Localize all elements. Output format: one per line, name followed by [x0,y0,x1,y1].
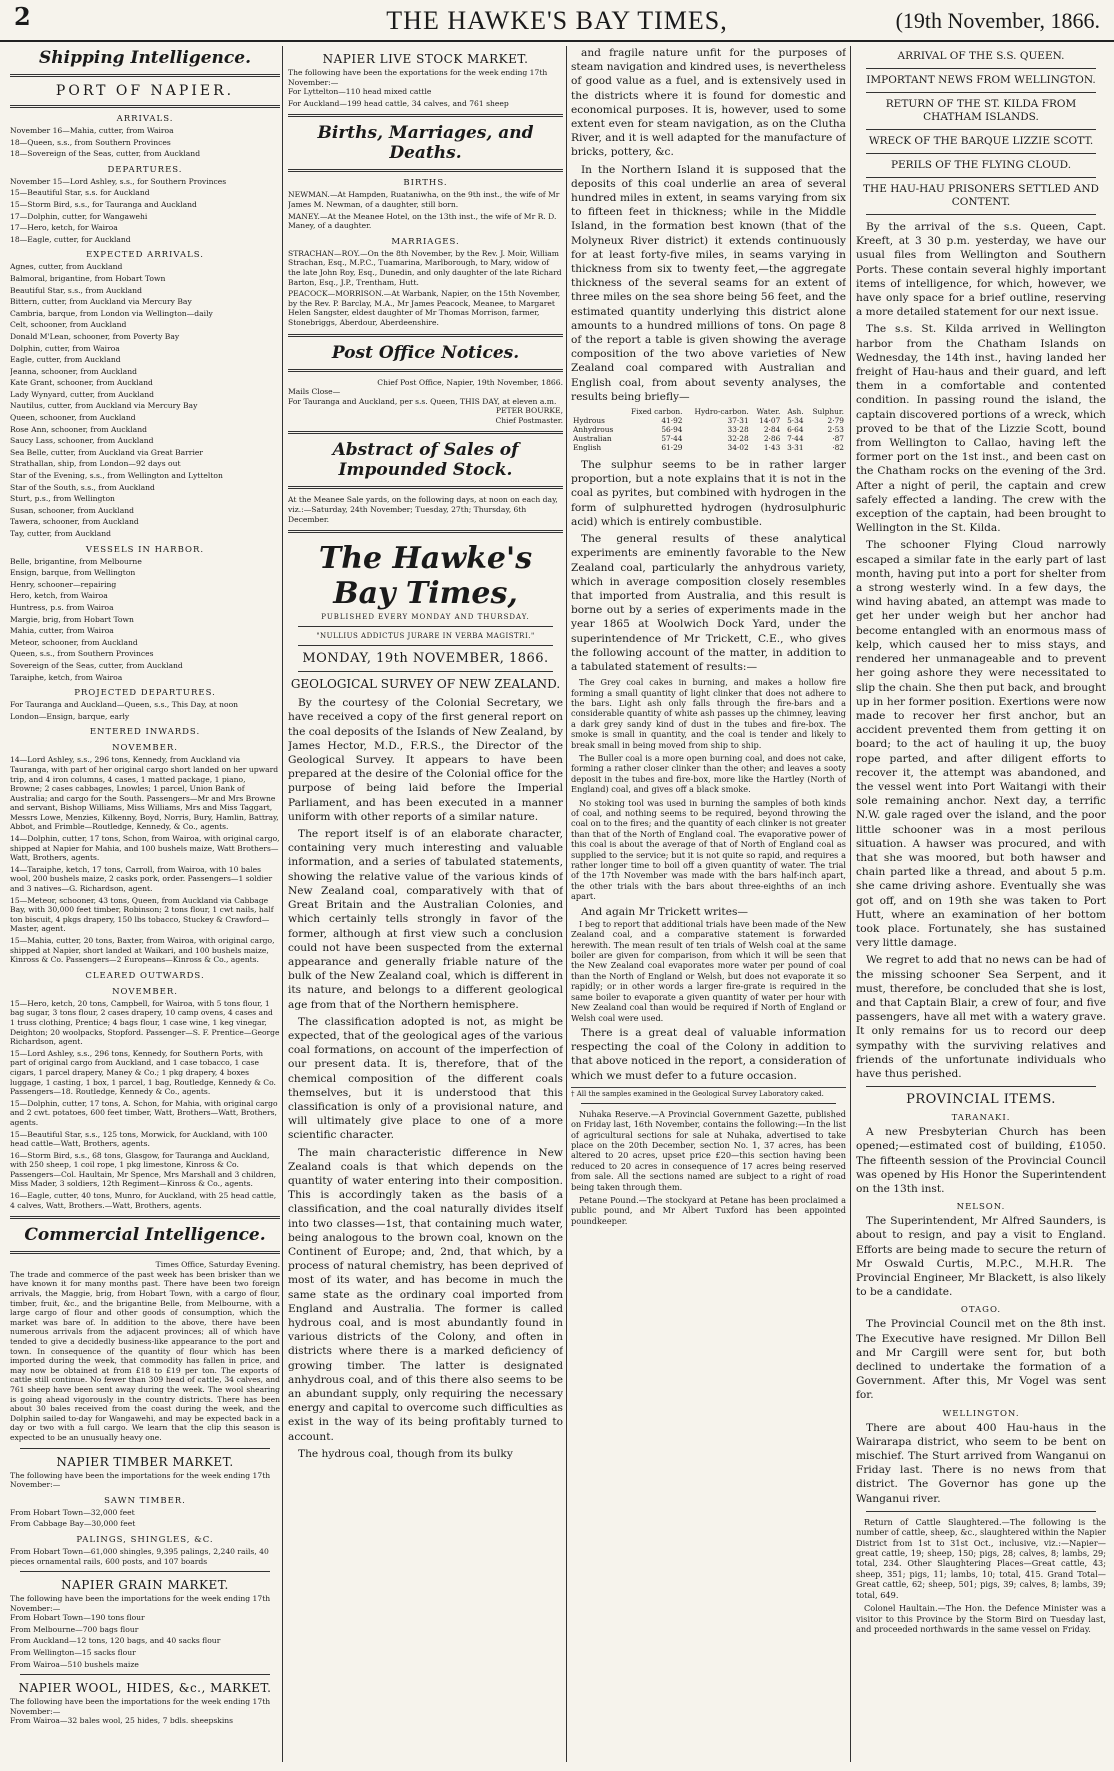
list-item: 17—Dolphin, cutter, for Wangawehi [10,211,148,221]
table-cell: 34·02 [727,443,749,453]
table-cell: 2·53 [827,425,844,435]
headline: THE HAU-HAU PRISONERS SETTLED AND CONTENT. [863,183,1099,208]
postmaster-title: Chief Postmaster. [495,415,563,425]
list-item: 15—Mahia, cutter, 20 tons, Baxter, from Wairoa, with original cargo, shipped at Napier, short landed at Waikari, and 100 bushels maize, Kinross & Co. Passengers—2 Europeans—Kinross & Co., agents. [10,936,275,965]
list-item: Sea Belle, cutter, from Auckland via Great Barrier [10,447,203,457]
paragraph: By the courtesy of the Colonial Secretary, we have received a copy of the first general report on the coal deposits of the Islands of New Zealand, by James Hector, M.D., F.R.S., the Director of the Geological Survey. It appears to have been prepared at the desire of the Colonial office for the purpose of being laid before the Imperial Parliament, and has been executed in a manner uniform with other reports of a similar nature. [288,697,563,823]
list-item: STRACHAN—ROY.—On the 8th November, by the Rev. J. Moir, William Strachan, Esq., M.P.C., Tuamarina, Marlborough, to Mary, widow of the late John Roy, Esq., Dunedin, and only daughter of the late Richard Barton, Esq., J.P., Trentham, Hutt. [288,248,562,287]
list-item: Saucy Lass, schooner, from Auckland [10,436,154,446]
list-item: Queen, schooner, from Auckland [10,413,136,423]
divider [298,626,553,627]
list-item: From Melbourne—700 bags flour [10,1624,139,1634]
list-item: Sturt, p.s., from Wellington [10,494,115,504]
headline: IMPORTANT NEWS FROM WELLINGTON. [866,74,1096,86]
list-item: For Tauranga and Auckland—Queen, s.s., This Day, at noon [10,700,239,710]
divider [866,1511,1096,1512]
headline: PERILS OF THE FLYING CLOUD. [890,159,1072,171]
wellington-heading: WELLINGTON. [942,1408,1020,1419]
list-item: Eagle, cutter, from Auckland [10,355,121,365]
wool-market-heading: NAPIER WOOL, HIDES, &c., MARKET. [18,1681,272,1696]
list-item: Tawera, schooner, from Auckland [10,517,139,527]
list-item: Huntress, p.s. from Wairoa [10,602,114,612]
column-header: Hydro-carbon. [694,407,749,417]
table-cell: 37·31 [727,416,749,426]
list-item: From Hobart Town—32,000 feet [10,1507,135,1517]
divider [20,1448,270,1449]
list-item: NEWMAN.—At Hampden, Ruataniwha, on the 9th inst., the wife of Mr James M. Newman, of a daughter, still born. [288,190,560,209]
list-item: Kate Grant, schooner, from Auckland [10,378,153,388]
divider [10,105,280,108]
table-cell: 5·34 [787,416,804,426]
divider [581,1103,836,1104]
projected-departures-list [10,700,280,721]
births-heading: BIRTHS. [403,178,448,189]
queen-arrival-article [856,220,1106,1081]
paragraph: The report itself is of an elaborate character, containing very much interesting and valuable information, and a series of tabulated statements, showing the relative value of the various kinds of New Zealand coal, comparatively with that of Great Britain and the Australian Colonies, and which certainly tells strongly in favor of the former, although at first view such a conclusion could not have been suspected from the external appearance and generally friable nature of the bulk of the New Zealand coal, which is different in its nature, and belongs to a different geological age from that of the Northern hemisphere. [288,828,563,1011]
list-item: Tay, cutter, from Auckland [10,529,112,538]
divider [866,177,1096,178]
cleared-outwards-month: NOVEMBER. [112,986,178,997]
table-cell: ·87 [832,434,844,444]
list-item: Sovereign of the Seas, cutter, from Auckland [10,660,183,670]
list-item: Star of the South, s.s., from Auckland [10,482,155,492]
paragraph: In the Northern Island it is supposed that the deposits of this coal underlie an area of several hundred miles in extent, in seams varying from six to fifteen feet in thickness; while in the Middle Island, in the formation best known (that of the Molyneux River district) it extends continuously for at least forty-five miles, in seams varying in thickness from six to twenty feet,—the aggregate thickness of the several seams for an extent of three miles on the sea shore being 56 feet, and the estimated quantity underlying this district alone amounts to a hundred millions of tons. On page 8 of the report a table is given showing the average composition of the two above varieties of New Zealand coal compared with Australian and English coal, from about seventy analyses, the results being briefly— [571,163,846,403]
divider [298,645,553,646]
port-heading: PORT OF NAPIER. [55,83,235,99]
wellington-text: There are about 400 Hau-haus in the Wairarapa district, who seem to be bent on mischief. The Sturt arrived from Wanganui on Friday last. There is no news from that district. The Governor has gone up the Wanganui river. [856,1421,1106,1505]
column-header: Fixed carbon. [631,407,683,417]
table-cell: 6·64 [787,425,804,435]
list-item: For Auckland—199 head cattle, 34 calves, and 761 sheep [288,98,509,108]
sawn-timber-heading: SAWN TIMBER. [104,1495,186,1506]
list-item: Star of the Evening, s.s., from Wellington and Lyttelton [10,471,223,481]
issue-dateline: MONDAY, 19th NOVEMBER, 1866. [302,651,549,667]
paragraph: I beg to report that additional trials have been made of the New Zealand coal, and a comparative statement is forwarded herewith. The mean result of ten trials of Welsh coal at the same boiler are given for comparison, from which it will be seen that the New Zealand coal evaporates more water per pound of coal than the North of England or Welsh, but does not evaporate it so rapidly; or in other words a larger fire-grate is required in the same boiler to evaporate a given quantity of water per hour with New Zealand coal than would be required if North of England or Welsh coal were used. [571,918,846,1023]
headline: ARRIVAL OF THE S.S. QUEEN. [897,50,1065,62]
divider [20,1674,270,1675]
arrivals-list [10,126,280,159]
paragraph: The main characteristic difference in New Zealand coals is that which depends on the quantity of water entering into their composition. This is accordingly taken as the basis of a classification, and the coal naturally divides itself into two classes—1st, that containing much water, being analogous to the brown coal, known on the Continent of Europe; and, 2nd, that which, by a process of natural chemistry, has been deprived of most of its water, and has become in much the same state as the ordinary coal imported from England and Australia. The former is called hydrous coal, and is most abundantly found in various districts of the Colony, and often in districts where there is a marked deficiency of growing timber. The latter is designated anhydrous coal, and of this there also seems to be an abundant supply, only requiring the necessary energy and capital to overcome such difficulties as exist in the way of its being profitably turned to account. [288,1146,563,1443]
list-item: From Wairoa—510 bushels maize [10,1659,139,1669]
list-item: From Hobart Town—190 tons flour [10,1613,145,1623]
paragraph: The general results of these analytical experiments are eminently favorable to the New Zealand coal, particularly the anhydrous variety, which in average composition closely resembles that imported from Australia, and this result is borne out by a series of experiments made in the year 1865 at Woolwich Dock Yard, under the superintendence of Mr Trickett, C.E., who gives the following account of the matter, in addition to a tabulated statement of results:— [571,533,846,673]
paragraph: By the arrival of the s.s. Queen, Capt. Kreeft, at 3 30 p.m. yesterday, we have our usual files from Wellington and Southern Ports. These contain several highly important items of intelligence, for which, however, we have only space for a brief outline, reserving a more detailed statement for our next issue. [856,221,1106,319]
list-item: Belle, brigantine, from Melbourne [10,556,142,566]
list-item: For Lyttelton—110 head mixed cattle [288,87,432,97]
entered-inwards-month: NOVEMBER. [112,743,178,754]
trickett-quotation [571,677,846,902]
column-header: Sulphur. [812,407,844,417]
cleared-outwards-heading: CLEARED OUTWARDS. [85,970,205,981]
divider [866,68,1096,69]
table-cell: 32·28 [727,434,749,444]
list-item: From Wellington—15 sacks flour [10,1648,136,1658]
list-item: 15—Beautiful Star, s.s. for Auckland [10,188,150,198]
list-item: Taraiphe, ketch, from Wairoa [10,672,123,682]
list-item: Meteor, schooner, from Auckland [10,637,138,647]
divider [866,1086,1096,1087]
queen-arrival-headlines [856,50,1106,215]
list-item: 15—Hero, ketch, 20 tons, Campbell, for Wairoa, with 5 tons flour, 1 bag sugar, 3 tons flour, 2 cases drapery, 10 camp ovens, 4 cases and 1 truss clothing, Prentice; 4 bags flour, 1 case wine, 1 keg vinegar, Deighton; 20 woolpacks, Stopford. Passenger—S. F. Prentice—George Richardson, agent. [10,998,280,1047]
cleared-outwards-list [10,999,280,1210]
list-item: Margie, brig, from Hobart Town [10,614,134,624]
vessels-in-harbor-list [10,557,280,683]
divider [298,671,553,672]
list-item: Queen, s.s., from Southern Provinces [10,649,154,659]
list-item: 17—Hero, ketch, for Wairoa [10,223,118,233]
publication-schedule: PUBLISHED EVERY MONDAY AND THURSDAY. [321,613,530,622]
paragraph: No stoking tool was used in burning the samples of both kinds of coal, and nothing seems to be required, beyond throwing the coal on to the fires; and the quantity of each clinker is not greater than that of the North of England coal. The evaporative power of this coal is about the average of that of North of England coal as supplied to the service; but it is not quite so rapid, and requires a rather longer time to boil off a given quantity of water. The trial of the 17th November was made with the bars half-inch apart, the other trials with the bars about three-eighths of an inch apart. [571,797,846,902]
divider [288,169,563,172]
timber-market-intro: The following have been the importations for the week ending 17th November:— [10,1470,271,1490]
list-item: 15—Dolphin, cutter, 17 tons, A. Schon, for Mahia, with original cargo and 2 cwt. potatoes, 600 feet timber, Watt, Brothers—Watt, Brothers, agents. [10,1098,278,1127]
paragraph: The schooner Flying Cloud narrowly escaped a similar fate in the early part of last month, having put into a port for shelter from a strong westerly wind. In a few days, the wind having abated, an attempt was made to get her under weigh but her anchor had become entangled with an enormous mass of kelp, which caused her to miss stays, and rendered her unmanageable and to prevent her going ashore they were necessitated to slip the chain. She then put back, and brought up in her former position. Exertions were now made to recover her first anchor, but an accident prevented them from getting it on board; to the act of hauling it up, the buoy rope parted, and after diligent efforts to recover it, the attempt was abandoned, and the vessel went into Port Waitangi with their sole remaining anchor. Next day, a terrific N.W. gale raged over the island, and the poor little schooner was in a most perilous situation. A hawser was procured, and with that she was moored, but both hawser and chain parted like a thread, and about 5 p.m. she came driving ashore. Eventually she was got off, and on 19th she was taken to Port Hutt, where an examination of her bottom took place. Fortunately, she has sustained very little damage. [856,539,1106,950]
table-row [571,425,846,434]
list-item: Strathallan, ship, from London—92 days out [10,459,181,469]
geological-survey-heading: GEOLOGICAL SURVEY OF NEW ZEALAND. [290,677,561,692]
list-item: 14—Dolphin, cutter, 17 tons, Schon, from Wairoa, with original cargo, shipped at Napier for Mahia, and 100 bushels maize, Watt Brothers—Watt, Brothers, agents. [10,834,280,863]
livestock-market-heading: NAPIER LIVE STOCK MARKET. [322,52,529,66]
list-item: 16—Storm Bird, s.s., 68 tons, Glasgow, for Tauranga and Auckland, with 250 sheep, 1 coil rope, 1 pkg limestone, Kinross & Co. Passengers—Col. Haultain, Mr Spence, Mrs Marshall and 3 children, Miss Mader, 3 soldiers, 12th Regiment—Kinross & Co., agents. [10,1150,277,1189]
list-item: Beautiful Star, s.s., from Auckland [10,285,142,295]
list-item: 18—Sovereign of the Seas, cutter, from Auckland [10,149,201,159]
divider [10,74,280,77]
grain-market-intro: The following have been the importations for the week ending 17th November:— [10,1594,271,1613]
divider [288,486,563,489]
mails-close-label: Mails Close— [288,387,341,397]
list-item: Celt, schooner, from Auckland [10,320,127,330]
newspaper-nameplate: The Hawke's Bay Times, [318,541,533,612]
column-rule [566,46,567,1762]
mails-close-text: For Tauranga and Auckland, per s.s. Queen, THIS DAY, at eleven a.m. [288,396,557,406]
impounded-stock-heading: Abstract of Sales of Impounded Stock. [332,440,519,481]
impounded-stock-text: At the Meanee Sale yards, on the following days, at noon on each day, viz.:—Saturday, 24th November; Tuesday, 27th; Thursday, 6th December. [288,495,558,524]
list-item: From Cabbage Bay—30,000 feet [10,1519,136,1529]
post-office-notices-heading: Post Office Notices. [331,342,520,363]
table-cell: ·82 [832,443,844,453]
expected-arrivals-list [10,262,280,538]
column-rule [282,46,283,1762]
wool-market-text: From Wairoa—32 bales wool, 25 hides, 7 bdls. sheepskins [10,1716,234,1726]
divider [20,1571,270,1572]
taranaki-text: A new Presbyterian Church has been opened;—estimated cost of building, £1050. The fifteenth session of the Provincial Council was opened by His Honor the Superintendent on the 13th inst. [856,1126,1106,1195]
list-item: Agnes, cutter, from Auckland [10,262,123,272]
entered-inwards-list [10,755,280,964]
footnote: † All the samples examined in the Geological Survey Laboratory caked. [571,1087,846,1098]
list-item: Bittern, cutter, from Auckland via Mercury Bay [10,297,192,307]
commercial-dateline: Times Office, Saturday Evening. [155,1260,280,1270]
divider [288,369,563,372]
divider [866,214,1096,215]
list-item: Hero, ketch, from Wairoa [10,591,108,601]
list-item: Rose Ann, schooner, from Auckland [10,424,147,434]
table-cell: 7·44 [787,434,804,444]
wool-market-intro: The following have been the importations for the week ending 17th November:— [10,1697,271,1716]
otago-text: The Provincial Council met on the 8th inst. The Executive have resigned. Mr Dillon Bell and Mr Cargill were sent for, but both declined to undertake the formation of a Government. After this, Mr Vogel was sent for. [856,1318,1106,1402]
list-item: 18—Queen, s.s., from Southern Provinces [10,137,171,147]
paragraph: The hydrous coal, though from its bulky [298,1447,513,1460]
list-item: 15—Beautiful Star, s.s., 125 tons, Morwick, for Auckland, with 100 head cattle—Watt, Brothers, agents. [10,1129,268,1149]
commercial-intelligence-heading: Commercial Intelligence. [24,1225,266,1246]
table-cell: 2·86 [763,434,781,444]
list-item: Balmoral, brigantine, from Hobart Town [10,273,166,283]
table-header-row [571,407,846,416]
list-item: MANEY.—At the Meanee Hotel, on the 13th inst., the wife of Mr R. D. Maney, of a daughter. [288,211,557,231]
table-cell: 2·79 [827,416,844,426]
table-cell: 3·31 [787,443,804,453]
nuhaka-reserve-notice: Nuhaka Reserve.—A Provincial Government Gazette, published on Friday last, 16th November, contains the following:—In the list of agricultural sections for sale at Nuhaka, advertised to take place on the 20th December, section No. 1, 37 acres, has been altered to 20 acres, upset price £20—this section having been reduced to 20 acres in consequence of 17 acres being reserved from sale. All the sections named are subject to a right of road being taken through them. [571,1108,846,1192]
divider [10,1251,280,1254]
marriages-heading: MARRIAGES. [391,236,460,247]
table-cell: English [573,443,602,453]
colonel-haultain-notice: Colonel Haultain.—The Hon. the Defence Minister was a visitor to this Province by the Storm Bird on Tuesday last, and proceeded northwards in the same vessel on Friday. [856,1603,1106,1634]
sawn-timber-list [10,1508,280,1529]
grain-market-list [10,1613,280,1669]
table-row [571,416,846,425]
paragraph: The classification adopted is not, as might be expected, that of the geological ages of the various coal formations, on account of the imperfection of our present data. It is, therefore, that of the chemical composition of the different coals themselves, but it is understood that this classification is only of a provisional nature, and will ultimately give place to one of a more scientific character. [288,1015,563,1142]
coal-article-conclusion [571,1026,846,1083]
palings-text: From Hobart Town—61,000 shingles, 9,395 palings, 2,240 rails, 40 pieces ornamental rails, 600 posts, and 107 boards [10,1546,269,1566]
list-item: 18—Eagle, cutter, for Auckland [10,234,131,244]
table-cell: Hydrous [573,416,605,426]
petane-pound-notice: Petane Pound.—The stockyard at Petane has been proclaimed a public pound, and Mr Albert Tuxford has been appointed poundkeeper. [571,1194,846,1226]
arrivals-heading: ARRIVALS. [116,114,174,124]
column-2 [288,46,563,1762]
table-cell: 41·92 [661,416,683,426]
table-cell: Anhydrous [573,425,614,435]
list-item: From Auckland—12 tons, 120 bags, and 40 sacks flour [10,1636,221,1646]
list-item: November 15—Lord Ashley, s.s., for Southern Provinces [10,176,227,186]
table-cell: 14·07 [759,416,781,426]
postmaster-name: PETER BOURKE, [495,406,563,416]
paragraph: The Grey coal cakes in burning, and makes a hollow fire forming a small quantity of light clinker that does not adhere to the bars. Light ash only falls through the fire-bars and a considerable quantity of white ash passes up the chimney, leaving a dark grey sandy kind of dust in the tubes and fire-box. The smoke is small in quantity, and the coal is tender and likely to break small in being moved from ship to ship. [571,677,846,750]
headline: WRECK OF THE BARQUE LIZZIE SCOTT. [868,135,1094,147]
trickett-quotation-2 [571,919,846,1023]
marriages-list [288,249,563,328]
cattle-slaughtered-notice: Return of Cattle Slaughtered.—The following is the number of cattle, sheep, &c., slaughtered within the Napier District from 1st to 31st Oct., inclusive, viz.:—Napier—great cattle, 19; sheep, 150; pigs, 28; calves, 8; lambs, 29; total, 234. Other Slaughtering Places—Great cattle, 43; sheep, 351; pigs, 11; lambs, 10; total, 415. Grand Total—Great cattle, 62; sheep, 501; pigs, 39; calves, 8; lambs, 39; total, 649. [856,1516,1106,1600]
births-list [288,190,563,230]
paragraph: The Buller coal is a more open burning coal, and does not cake, forming a rather closer clinker than the other; and leaves a sooty deposit in the tubes and fire-box, more like the Hartley (North of England) coal, and gives off a black smoke. [571,752,846,795]
divider [866,153,1096,154]
list-item: 15—Lord Ashley, s.s., 296 tons, Kennedy, for Southern Ports, with part of original cargo from Auckland, and 1 case tobacco, 1 case cigars, 1 parcel drapery, Maney & Co.; 1 pkg drapery, 4 boxes luggage, 1 casting, 1 box, 1 parcel, 1 bag, Routledge, Kennedy & Co. Passengers—18. Routledge, Kennedy & Co., agents. [10,1048,276,1097]
list-item: Cambria, barque, from London via Wellington—daily [10,308,213,318]
table-cell: 1·43 [763,443,781,453]
column-header: Ash. [787,407,804,417]
motto: "NULLIUS ADDICTUS JURARE IN VERBA MAGISTRI." [316,632,535,641]
table-row [571,443,846,452]
nelson-heading: NELSON. [956,1202,1006,1213]
table-cell: 33·28 [727,425,749,435]
grain-market-heading: NAPIER GRAIN MARKET. [61,1578,229,1593]
timber-market-heading: NAPIER TIMBER MARKET. [56,1454,234,1469]
paragraph: and fragile nature unfit for the purposes of steam navigation and kindred uses, is nevertheless of good value as a fuel, and is extensively used in the districts where it is found for domestic and economical purposes. It is, however, used to some extent even for steam navigation, as on the Clutha River, and it is well adapted for the manufacture of bricks, pottery, &c. [571,47,846,159]
otago-heading: OTAGO. [960,1305,1002,1316]
list-item: PEACOCK—MORRISON.—At Warbank, Napier, on the 15th November, by the Rev. P. Barclay, M.A., Mr James Peacock, Meanee, to Margaret Helen Sangster, eldest daughter of Mr Thomas Morrison, farmer, Stonebriggs, Aberdour, Aberdeenshire. [288,289,561,327]
trickett-intro: And again Mr Trickett writes— [581,905,748,918]
list-item: 15—Storm Bird, s.s., for Tauranga and Auckland [10,199,197,209]
paragraph: We regret to add that no news can be had of the missing schooner Sea Serpent, and it must, therefore, be concluded that she is lost, and that Captain Blair, a crew of four, and five passengers, have all met with a watery grave. It only remains for us to record our deep sympathy with the surviving relatives and friends of the unfortunate individuals who have thus perished. [856,954,1106,1080]
livestock-list [288,87,563,108]
masthead [0,0,1114,42]
paragraph: The s.s. St. Kilda arrived in Wellington harbor from the Chatham Islands on Wednesday, the 14th inst., having landed her freight of Hau-haus and their guard, and left them in a comfortable and contented condition. In passing round the island, the captain discovered portions of a wreck, which proved to be that of the Lizzie Scott, bound from Wellington to Callao, having left the former port on the 1st inst., and been cast on the Chatham rocks on the evening of the 3rd. After a night of peril, the captain and crew safely effected a landing. The crew with the exception of the captain, had been brought to Wellington in the St. Kilda. [856,323,1106,535]
column-3 [571,46,846,1762]
provincial-items-heading: PROVINCIAL ITEMS. [906,1092,1056,1108]
post-office-dateline: Chief Post Office, Napier, 19th November, 1866. [377,377,563,387]
list-item: Dolphin, cutter, from Wairoa [10,343,120,353]
column-4 [856,46,1106,1762]
column-header [571,407,621,416]
divider [866,129,1096,130]
newspaper-title: THE HAWKE'S BAY TIMES, [386,6,728,35]
livestock-intro: The following have been the exportations for the week ending 17th November:— [288,68,548,87]
paragraph: The sulphur seems to be in rather larger proportion, but a note explains that it is not in the coal as pyrites, but combined with hydrogen in the form of sulphuretted hydrogen (hydrosulphuric acid) which is entirely combustible. [571,459,846,528]
shipping-intelligence-heading: Shipping Intelligence. [39,48,251,68]
headline: RETURN OF THE ST. KILDA FROM CHATHAM ISLANDS. [885,98,1077,123]
divider [288,114,563,117]
coal-composition-table [571,407,846,452]
list-item: November 16—Mahia, cutter, from Wairoa [10,126,174,135]
divider [10,1216,280,1219]
divider [866,92,1096,93]
births-marriages-deaths-heading: Births, Marriages, and Deaths. [317,123,534,164]
table-cell: 2·84 [763,425,781,435]
list-item: Mahia, cutter, from Wairoa [10,626,114,636]
list-item: London—Ensign, barque, early [10,711,130,721]
departures-heading: DEPARTURES. [107,164,183,175]
departures-list [10,177,280,245]
column-header: Water. [756,407,781,417]
column-1 [10,46,280,1762]
nelson-text: The Superintendent, Mr Alfred Saunders, is about to resign, and pay a visit to England. Efforts are being made to secure the return of Mr Oswald Curtis, M.P.C., M.H.R. The Provincial Engineer, Mr Blackett, is also likely to be a candidate. [856,1215,1106,1299]
taranaki-heading: TARANAKI. [951,1113,1011,1124]
table-cell: 57·44 [661,434,683,444]
column-rule [850,46,851,1762]
table-row [571,434,846,443]
table-cell: 56·94 [661,425,683,435]
issue-date-header: (19th November, 1866. [895,8,1100,33]
list-item: Henry, schooner—repairing [10,579,117,589]
list-item: 15—Meteor, schooner, 43 tons, Queen, from Auckland via Cabbage Bay, with 30,000 feet timber, Robinson; 2 tons flour, 1 cwt nails, half ton biscuit, 4 pkgs drapery, 150 lbs tobacco, Stuckey & Crawford—Master, agent. [10,895,274,934]
list-item: Donald M'Lean, schooner, from Poverty Bay [10,331,180,341]
list-item: Susan, schooner, from Auckland [10,505,134,515]
divider [288,530,563,533]
projected-departures-heading: PROJECTED DEPARTURES. [74,688,216,699]
list-item: 14—Taraiphe, ketch, 17 tons, Carroll, from Wairoa, with 10 bales wool, 200 bushels maize, 2 casks pork, order. Passengers—1 soldier and 3 natives—G. Richardson, agent. [10,864,273,894]
geological-survey-article [288,696,563,1461]
list-item: Ensign, barque, from Wellington [10,568,136,578]
page-number: 2 [14,2,31,31]
paragraph: There is a great deal of valuable information respecting the coal of the Colony in addition to that above noticed in the report, a consideration of which we must defer to a future occasion. [571,1026,846,1082]
divider [288,334,563,337]
divider [288,431,563,434]
list-item: Jeanna, schooner, from Auckland [10,366,137,376]
entered-inwards-heading: ENTERED INWARDS. [89,727,201,738]
table-cell: Australian [573,434,612,444]
palings-heading: PALINGS, SHINGLES, &C. [76,1534,214,1545]
vessels-in-harbor-heading: VESSELS IN HARBOR. [85,544,205,555]
list-item: 16—Eagle, cutter, 40 tons, Munro, for Auckland, with 25 head cattle, 4 calves, Watt, Brothers.—Watt, Brothers, agents. [10,1191,277,1210]
commercial-report: The trade and commerce of the past week has been brisker than we have known it for many months past. There have been two foreign arrivals, the Maggie, brig, from Hobart Town, with a cargo of flour, timber, fruit, &c., and the brigantine Belle, from Melbourne, with a large cargo of flour and other goods of consumption, which the market was bare of. In addition to the above, there have been numerous arrivals from the adjacent provinces; all of which have tended to give a decidedly business-like appearance to the port and town. In consequence of the quantity of flour which has been imported during the week, that commodity has fallen in price, and may now be obtained at from £18 to £19 per ton. The exports of cattle still continue. No fewer than 309 head of cattle, 34 calves, and 761 sheep have been sent away during the week. The wool shearing is going ahead vigorously in the country districts. There has been about 30 bales received from the coast during the week, and the Dolphin sailed to-day for Wangawehi, and may be expected back in a day or two with a full cargo. We learn that the clip this season is expected to be an unusually heavy one. [10,1269,280,1442]
coal-article-results [571,458,846,674]
list-item: Nautilus, cutter, from Auckland via Mercury Bay [10,401,198,411]
table-cell: 61·29 [661,443,683,453]
expected-arrivals-heading: EXPECTED ARRIVALS. [86,250,204,261]
table-body [571,416,846,452]
list-item: 14—Lord Ashley, s.s., 296 tons, Kennedy, from Auckland via Tauranga, with part of her original cargo short landed on her upward trip, and 4 iron columns, 4 cases, 1 matted package, 1 piano, Browne; 2 cases cabbages, Lnowles; 1 parcel, Union Bank of Australia; and cargo for the South. Passengers—Mr and Mrs Browne and servant, Bishop Williams, Miss Williams, Mrs and Miss Taggart, Messrs Lowe, Menzies, Kilkenny, Boyd, Norris, Bury, Hamlin, Battray, Abbot, and Frimble—Routledge, Kennedy, & Co., agents. [10,755,279,832]
list-item: Lady Wynyard, cutter, from Auckland [10,389,155,399]
coal-article-continued [571,46,846,404]
